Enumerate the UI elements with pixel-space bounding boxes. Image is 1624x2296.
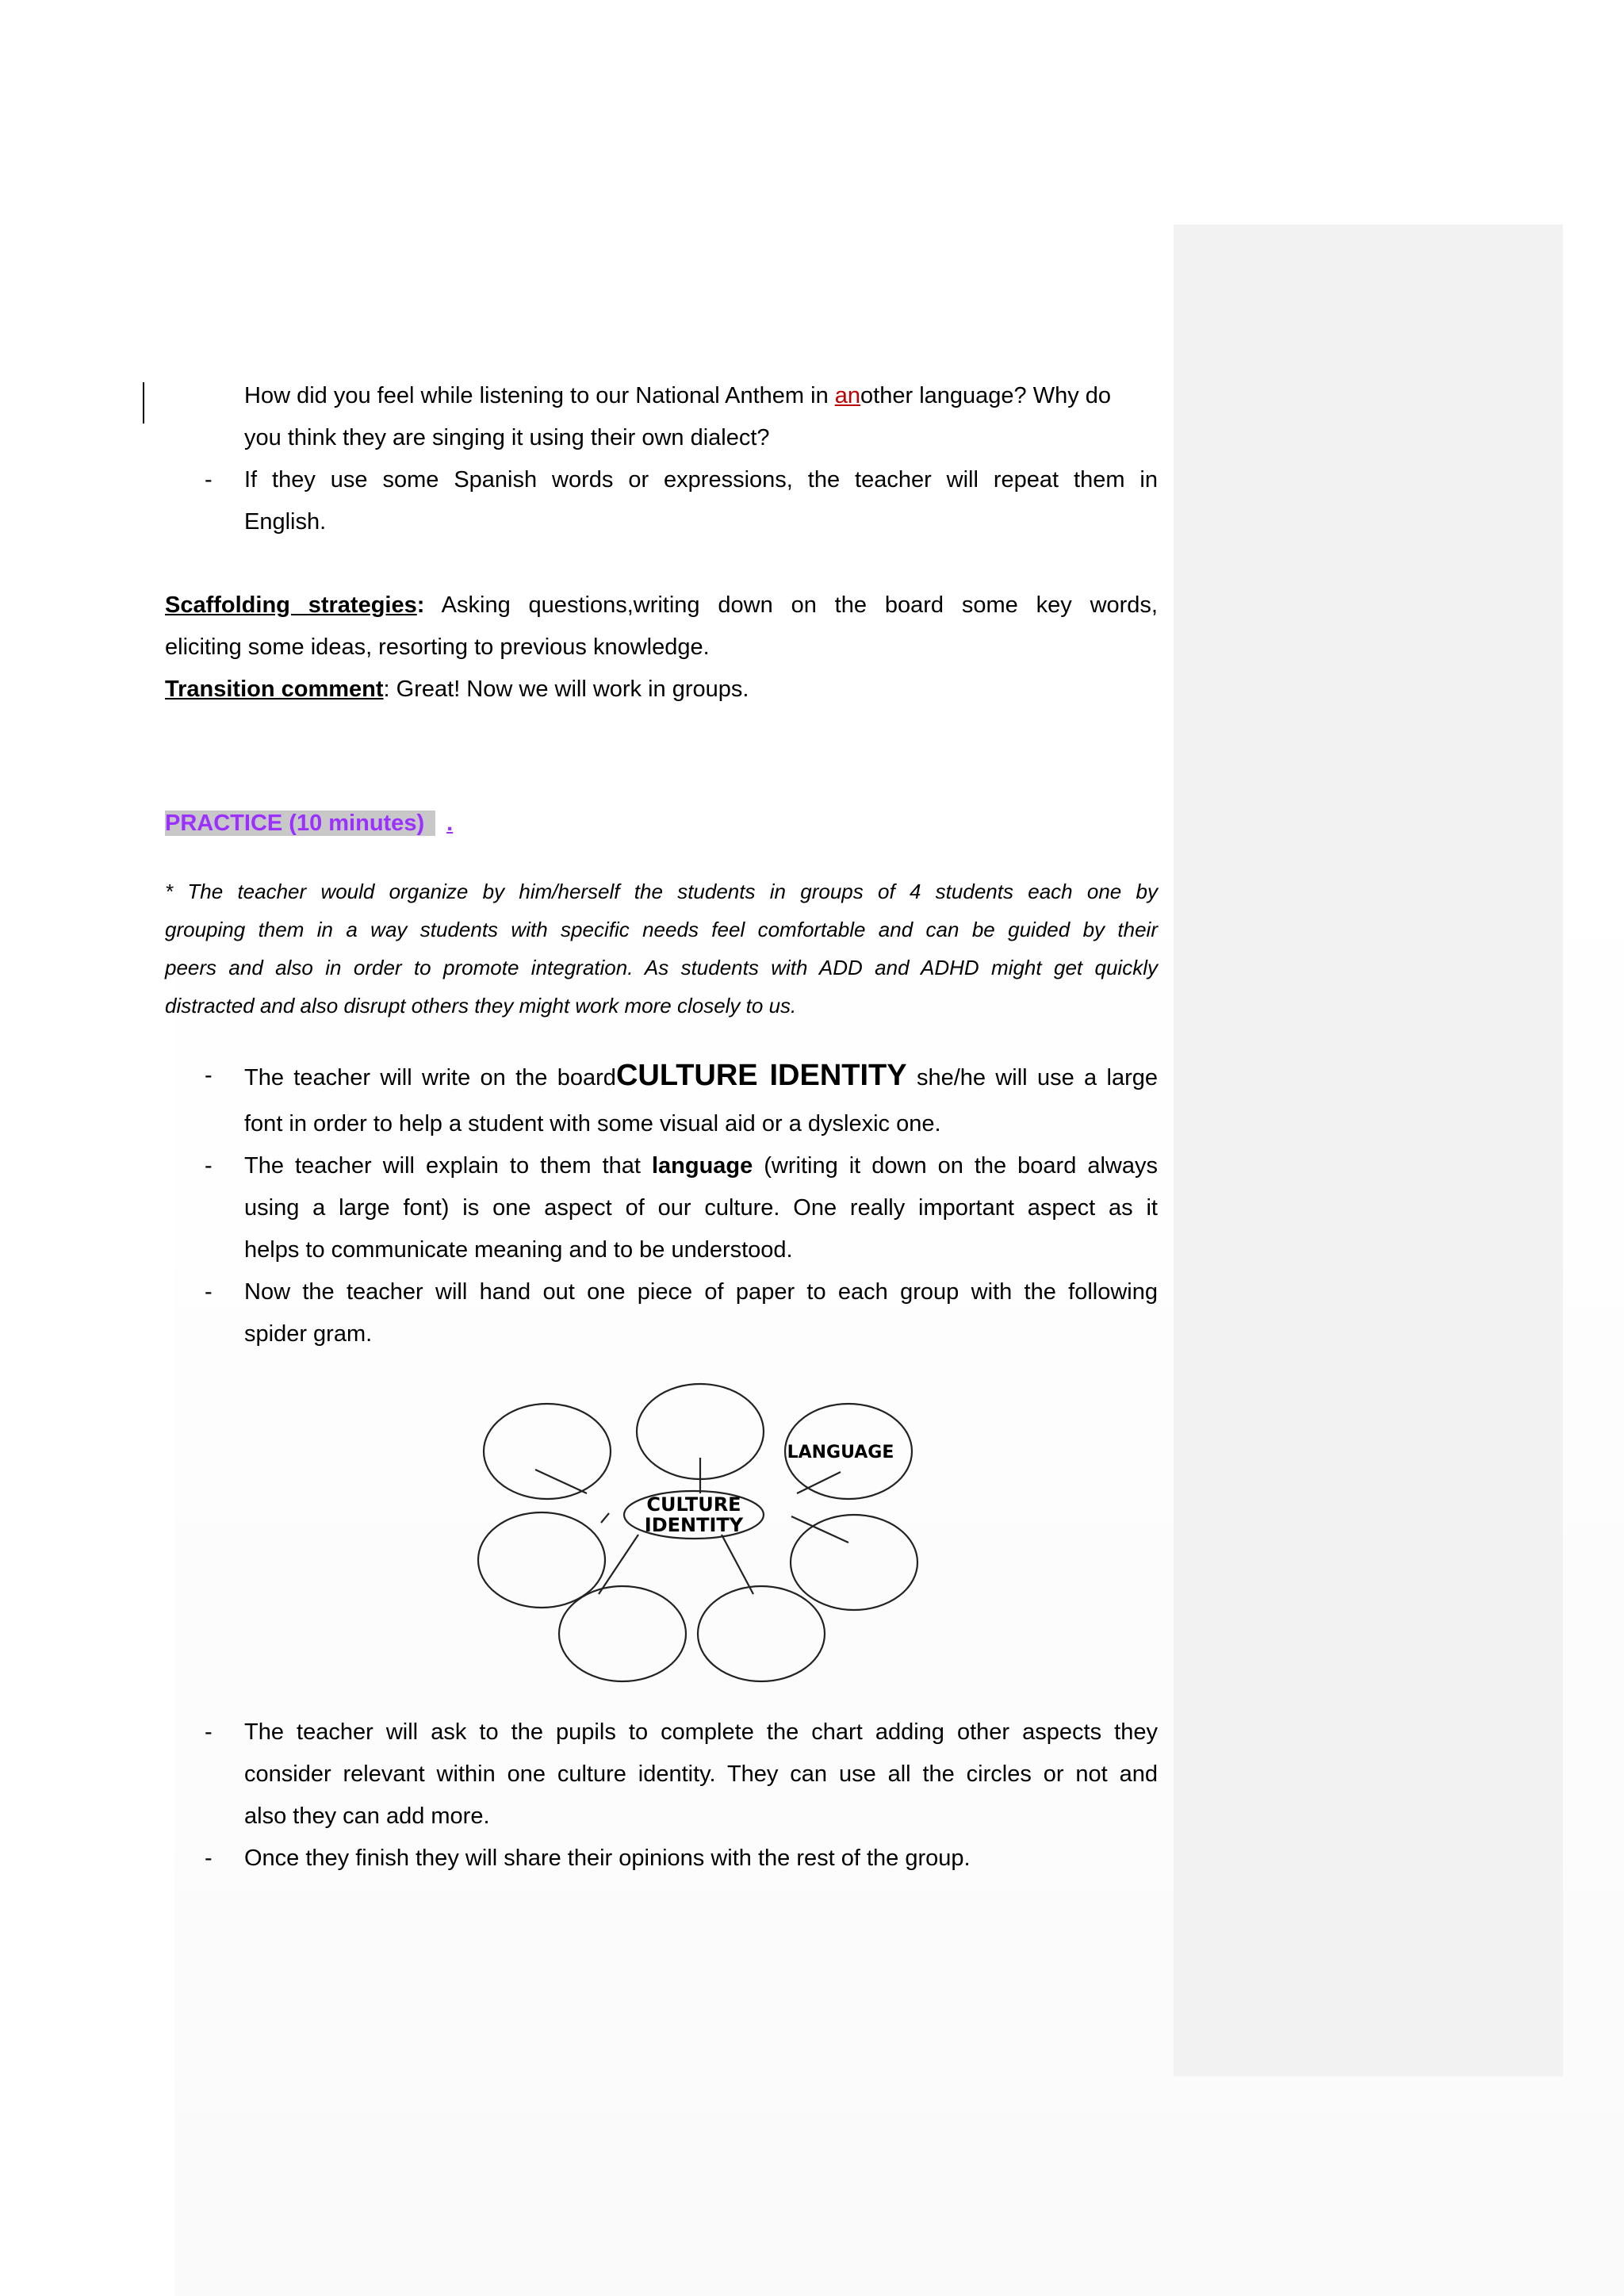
spanish-words-line-1: If they use some Spanish words or expressions, the teacher will repeat them in	[244, 467, 1158, 493]
spoke-line	[722, 1535, 753, 1594]
note-line-3: peers and also in order to promote integration. As students with ADD and ADHD might get quickly	[165, 956, 1158, 979]
scaffolding-line-1	[165, 585, 1158, 627]
center-label-1: CULTURE	[646, 1493, 741, 1516]
bullet-4-line-2: consider relevant within one culture identity. They can use all the circles or not and	[244, 1761, 1158, 1787]
spoke-line	[535, 1470, 587, 1493]
scaffolding-colon: :	[416, 592, 425, 618]
spoke-line	[797, 1472, 841, 1493]
question-text-end: other language? Why do	[860, 383, 1112, 408]
bullet-culture-identity	[244, 1055, 1158, 1099]
bullet-dash: -	[205, 467, 213, 493]
spoke-circle	[484, 1404, 611, 1499]
bullet-text-end: she/he will use a large	[906, 1065, 1158, 1091]
bullet-text: The teacher will explain to them that	[244, 1153, 652, 1179]
spoke-circle	[791, 1515, 917, 1610]
practice-dot: .	[446, 811, 454, 836]
scaffolding-label: Scaffolding strategies	[165, 592, 417, 618]
bullet-2-line-3: helps to communicate meaning and to be understood.	[244, 1237, 793, 1263]
question-line-1	[244, 375, 1158, 417]
spoke-circle	[559, 1586, 686, 1681]
spanish-words-line-2: English.	[244, 509, 327, 535]
language-bold: language	[651, 1153, 753, 1179]
spider-gram	[476, 1380, 920, 1697]
bullet-language	[244, 1145, 1158, 1187]
transition-comment	[165, 669, 1158, 711]
change-bar	[143, 382, 144, 424]
bullet-dash: -	[205, 1279, 213, 1305]
bullet-complete-chart: The teacher will ask to the pupils to complete the chart adding other aspects they	[244, 1719, 1158, 1745]
bullet-share-opinions: Once they finish they will share their opinions with the rest of the group.	[244, 1846, 971, 1871]
bullet-text-end: (writing it down on the board always	[753, 1153, 1158, 1179]
question-text: How did you feel while listening to our National Anthem in	[244, 383, 835, 408]
culture-identity-large: CULTURE IDENTITY	[615, 1059, 907, 1092]
scaffolding-text: Asking questions,writing down on the board some key words,	[424, 592, 1158, 618]
bullet-hand-out: Now the teacher will hand out one piece of paper to each group with the following	[244, 1279, 1158, 1305]
bullet-dash: -	[205, 1846, 213, 1871]
bullet-text: The teacher will write on the board	[244, 1065, 616, 1091]
scaffolding-line-2: eliciting some ideas, resorting to previous knowledge.	[165, 634, 710, 660]
tracked-change: an	[834, 383, 861, 408]
bullet-4-line-3: also they can add more.	[244, 1803, 490, 1829]
spoke-circle	[478, 1512, 605, 1608]
transition-text: : Great! Now we will work in groups.	[383, 677, 749, 702]
bullet-2-line-2: using a large font) is one aspect of our culture. One really important aspect as it	[244, 1195, 1158, 1221]
bullet-dash: -	[205, 1063, 213, 1088]
practice-title: PRACTICE (10 minutes)	[165, 811, 435, 836]
note-line-2: grouping them in a way students with specific needs feel comfortable and can be guided by their	[165, 918, 1158, 941]
practice-heading	[165, 806, 453, 841]
bullet-dash: -	[205, 1153, 213, 1179]
transition-label: Transition comment	[165, 677, 384, 702]
note-line-1: * The teacher would organize by him/herself the students in groups of 4 students each one by	[165, 880, 1158, 903]
center-label-2: IDENTITY	[644, 1514, 744, 1536]
spoke-circle	[698, 1586, 825, 1681]
language-label: LANGUAGE	[787, 1443, 894, 1462]
comment-pane	[1174, 224, 1563, 2076]
bullet-dash: -	[205, 1719, 213, 1745]
teacher-note	[165, 872, 1158, 1025]
bullet-3-line-2: spider gram.	[244, 1321, 373, 1347]
question-line-2: you think they are singing it using their own dialect?	[244, 425, 770, 450]
bullet-1-line-2: font in order to help a student with some visual aid or a dyslexic one.	[244, 1111, 941, 1137]
note-line-4: distracted and also disrupt others they might work more closely to us.	[165, 994, 797, 1018]
spoke-line	[601, 1513, 609, 1523]
